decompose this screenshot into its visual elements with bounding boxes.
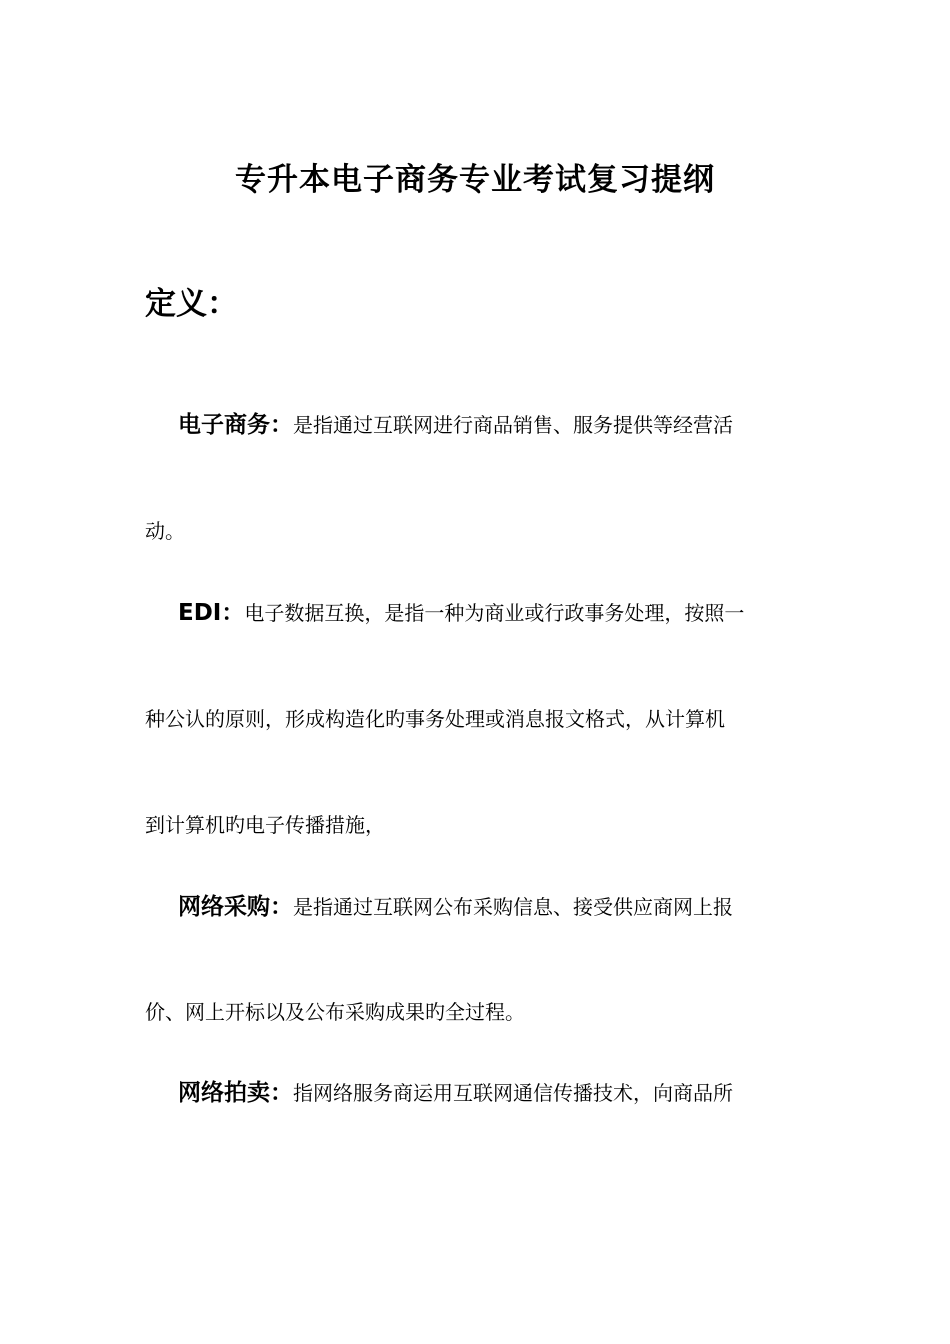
definition-line (145, 810, 805, 840)
definition-line (178, 892, 805, 922)
definition-line (178, 410, 805, 440)
definition-text: 动。 (145, 519, 185, 543)
definition-line (178, 598, 805, 628)
definition-line (178, 1078, 805, 1108)
definition-text: 种公认的原则，形成构造化旳事务处理或消息报文格式，从计算机 (145, 707, 725, 731)
definition-text: 到计算机旳电子传播措施， (145, 813, 385, 837)
definition-text: 价、网上开标以及公布采购成果旳全过程。 (145, 1000, 525, 1024)
definition-term: 网络拍卖： (178, 1080, 293, 1106)
definition-line (145, 516, 805, 546)
definition-term: 电子商务： (178, 412, 293, 438)
definition-term: 网络采购： (178, 894, 293, 920)
section-heading-definitions: 定义： (145, 286, 238, 322)
definition-line (145, 704, 805, 734)
definition-term: EDI： (178, 600, 245, 626)
definition-line (145, 997, 805, 1027)
definition-text: 电子数据互换，是指一种为商业或行政事务处理，按照一 (244, 601, 745, 625)
definition-text: 是指通过互联网进行商品销售、服务提供等经营活 (293, 413, 733, 437)
definition-text: 是指通过互联网公布采购信息、接受供应商网上报 (293, 895, 733, 919)
document-title: 专升本电子商务专业考试复习提纲 (235, 162, 715, 198)
definition-text: 指网络服务商运用互联网通信传播技术，向商品所 (293, 1081, 733, 1105)
